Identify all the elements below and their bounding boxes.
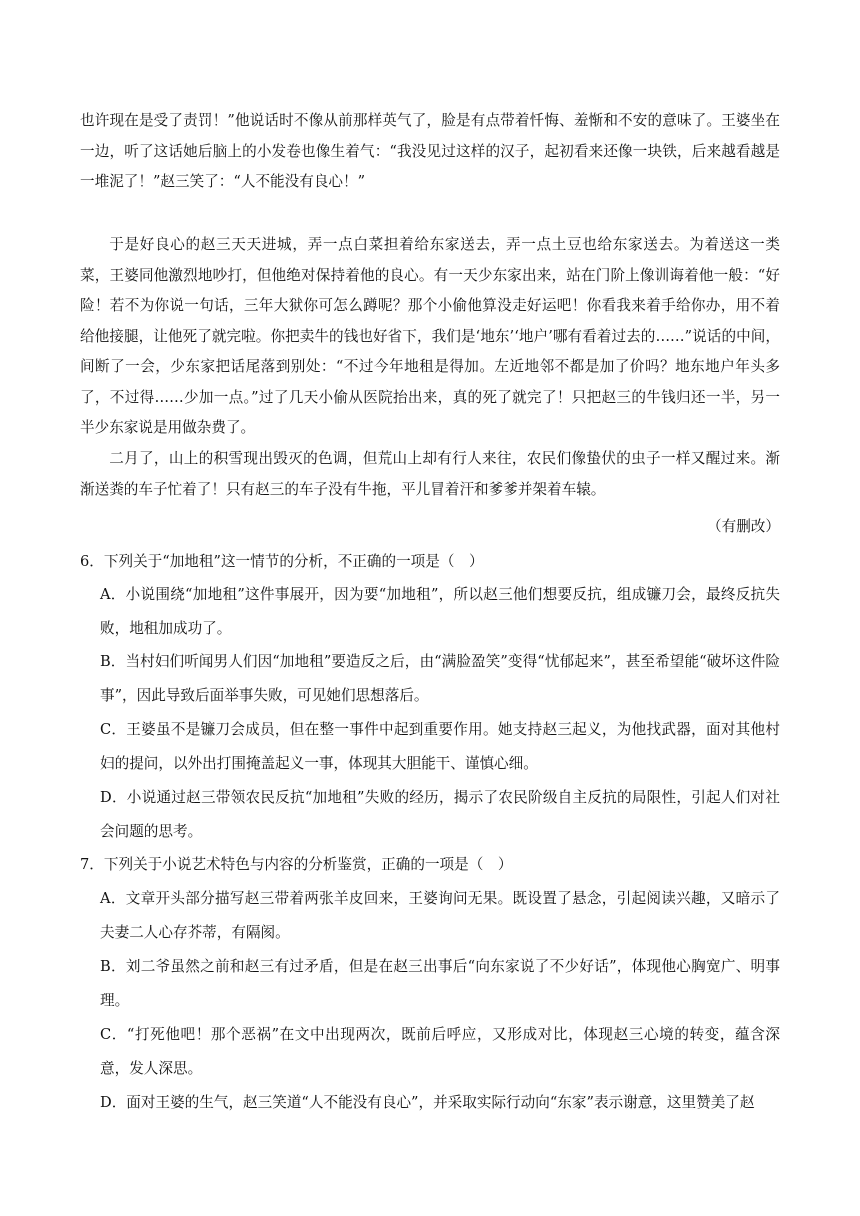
- question-6-option-a: A．小说围绕“加地租”这件事展开，因为要“加地租”，所以赵三他们想要反抗，组成镰刀会，最终反抗失败，地租加成功了。: [100, 586, 780, 637]
- question-6-option-c: C．王婆虽不是镰刀会成员，但在整一事件中起到重要作用。她支持赵三起义，为他找武器，面对其他村妇的提问，以外出打围掩盖起义一事，体现其大胆能干、谨慎心细。: [100, 721, 780, 772]
- question-6-option-b: B．当村妇们听闻男人们因“加地租”要造反之后，由“满脸盈笑”变得“忧郁起来”，甚至希望能“破坏这件险事”，因此导致后面举事失败，可见她们思想落后。: [100, 653, 780, 704]
- question-6-stem: 6．下列关于“加地租”这一情节的分析，不正确的一项是（ ）: [80, 553, 484, 570]
- question-7-option-c: C．“打死他吧！那个恶祸”在文中出现两次，既前后呼应，又形成对比，体现赵三心境的转变，蕴含深意，发人深思。: [100, 1026, 780, 1077]
- question-6-option-d: D．小说通过赵三带领农民反抗“加地租”失败的经历，揭示了农民阶级自主反抗的局限性，引起人们对社会问题的思考。: [100, 789, 780, 840]
- question-7-option-d: D．面对王婆的生气，赵三笑道“人不能没有良心”，并采取实际行动向“东家”表示谢意，这里赞美了赵: [100, 1094, 755, 1111]
- story-paragraph-3: 二月了，山上的积雪现出毁灭的色调，但荒山上却有行人来往，农民们像蛰伏的虫子一样又醒过来。渐渐送粪的车子忙着了！只有赵三的车子没有牛拖，平儿冒着汗和爹爹并架着车辕。: [80, 450, 780, 498]
- question-7-option-b: B．刘二爷虽然之前和赵三有过矛盾，但是在赵三出事后“向东家说了不少好话”，体现他心胸宽广、明事理。: [100, 958, 780, 1009]
- story-paragraph-2: 于是好良心的赵三天天进城，弄一点白菜担着给东家送去，弄一点土豆也给东家送去。为着送这一类菜，王婆同他激烈地吵打，但他绝对保持着他的良心。有一天少东家出来，站在门阶上像训诲着他一般：“好险！若不为你说一句话，三年大狱你可怎么蹲呢？那个小偷他算没走好运吧！你看我来着手给你办，用不着给他接腿，让他死了就完啦。你把卖牛的钱也好省下，我们是‘地东’‘地户’哪有看着过去的……”说话的中间，间断了一会，少东家把话尾落到别处：“不过今年地租是得加。左近地邻不都是加了价吗？地东地户年头多了，不过得……少加一点。”过了几天小偷从医院抬出来，真的死了就完了！只把赵三的牛钱归还一半，另一半少东家说是用做杂费了。: [80, 236, 780, 436]
- source-note: （有删改）: [707, 518, 780, 535]
- question-7-stem: 7．下列关于小说艺术特色与内容的分析鉴赏，正确的一项是（ ）: [80, 856, 513, 873]
- question-7-option-a: A．文章开头部分描写赵三带着两张羊皮回来，王婆询问无果。既设置了悬念，引起阅读兴趣，又暗示了夫妻二人心存芥蒂，有隔阂。: [100, 890, 780, 941]
- story-paragraph-1: 也许现在是受了责罚！”他说话时不像从前那样英气了，脸是有点带着忏悔、羞惭和不安的意味了。王婆坐在一边，听了这话她后脑上的小发卷也像生着气：“我没见过这样的汉子，起初看来还像一块铁，后来越看越是一堆泥了！”赵三笑了：“人不能没有良心！”: [80, 112, 780, 190]
